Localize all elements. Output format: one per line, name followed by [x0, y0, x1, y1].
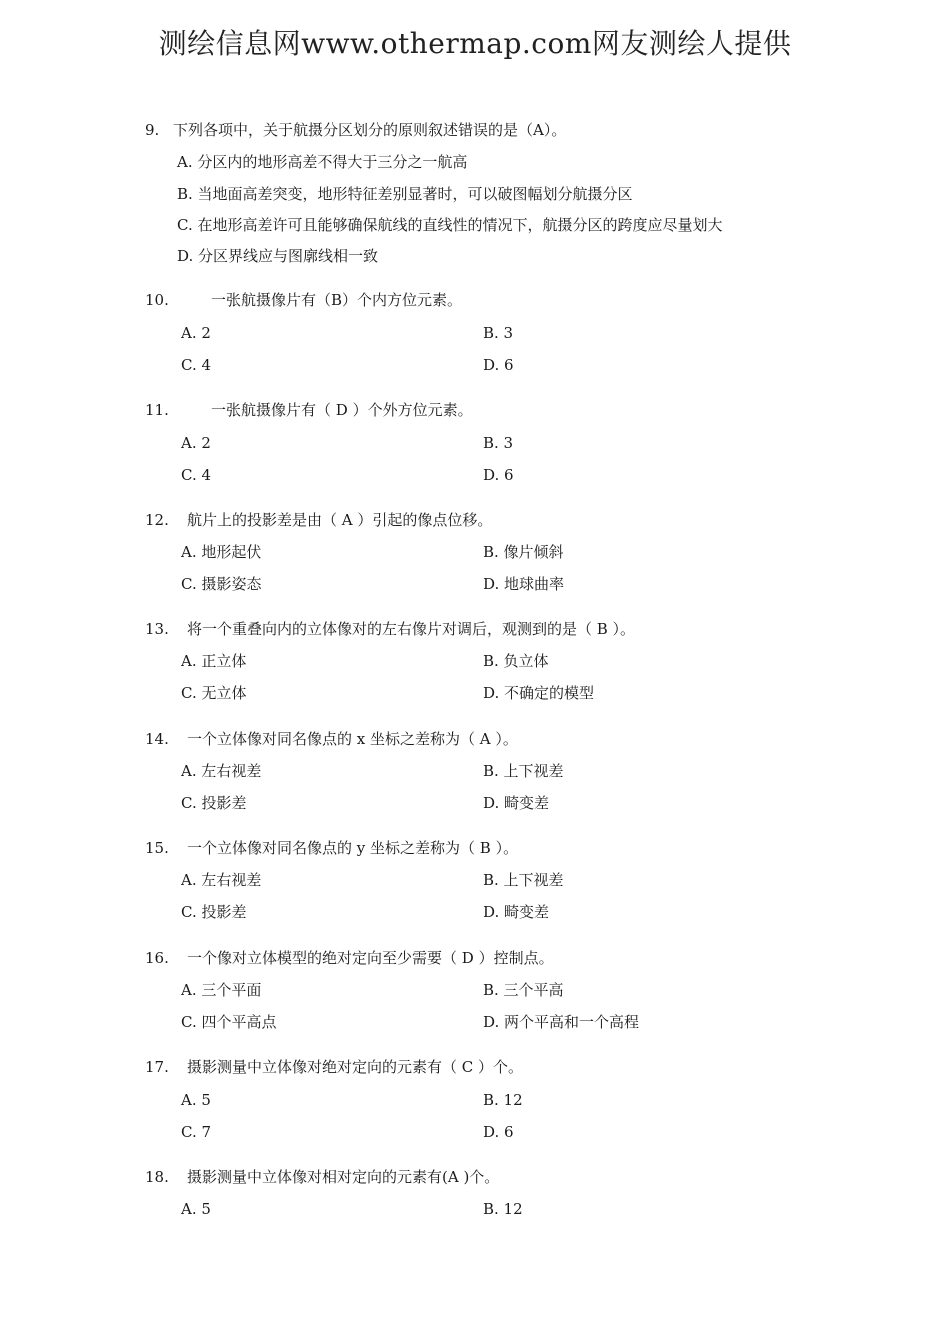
option-c: C. 投影差 [181, 903, 247, 921]
option-c: C. 四个平高点 [181, 1013, 277, 1031]
page-header-watermark: 测绘信息网www.othermap.com网友测绘人提供 [158, 27, 792, 60]
question-10 [145, 290, 462, 310]
option-a: A. 地形起伏 [181, 543, 262, 561]
option-b: B. 3 [483, 434, 514, 452]
question-13 [145, 619, 635, 639]
question-15 [145, 838, 518, 858]
option-d: D. 分区界线应与图廓线相一致 [177, 247, 379, 265]
question-text: 一个立体像对同名像点的 y 坐标之差称为（ B ）。 [187, 839, 519, 857]
option-b: B. 12 [483, 1200, 523, 1218]
option-c: C. 7 [181, 1123, 212, 1141]
option-b: B. 上下视差 [483, 762, 564, 780]
option-c: C. 摄影姿态 [181, 575, 262, 593]
option-a: A. 三个平面 [181, 981, 262, 999]
question-text: 将一个重叠向内的立体像对的左右像片对调后，观测到的是（ B ）。 [187, 620, 636, 638]
option-d: D. 两个平高和一个高程 [483, 1013, 640, 1031]
question-text: 摄影测量中立体像对绝对定向的元素有（ C ）个。 [187, 1058, 524, 1076]
option-a: A. 2 [181, 324, 211, 342]
question-text: 一个立体像对同名像点的 x 坐标之差称为（ A ）。 [187, 730, 518, 748]
question-text: 航片上的投影差是由（ A ）引起的像点位移。 [187, 511, 493, 529]
option-b: B. 像片倾斜 [483, 543, 564, 561]
option-a: A. 5 [181, 1091, 211, 1109]
option-a: A. 正立体 [181, 652, 247, 670]
question-14 [145, 729, 518, 749]
question-number: 13. [145, 620, 169, 638]
question-number: 11. [145, 401, 169, 419]
question-16 [145, 948, 554, 968]
question-text: 一张航摄像片有（ D ）个外方位元素。 [211, 401, 473, 419]
option-b: B. 12 [483, 1091, 523, 1109]
question-18 [145, 1167, 499, 1187]
option-a: A. 5 [181, 1200, 211, 1218]
question-number: 17. [145, 1058, 169, 1076]
question-17 [145, 1057, 523, 1077]
option-b: B. 三个平高 [483, 981, 564, 999]
question-11 [145, 400, 473, 420]
option-d: D. 不确定的模型 [483, 684, 595, 702]
question-text: 摄影测量中立体像对相对定向的元素有(A )个。 [187, 1168, 500, 1186]
question-text: 一张航摄像片有（B）个内方位元素。 [211, 291, 463, 309]
option-c: C. 4 [181, 466, 212, 484]
question-9 [145, 120, 566, 140]
option-d: D. 6 [483, 356, 514, 374]
option-c: C. 在地形高差许可且能够确保航线的直线性的情况下，航摄分区的跨度应尽量划大 [177, 216, 723, 234]
question-text: 一个像对立体模型的绝对定向至少需要（ D ）控制点。 [187, 949, 554, 967]
option-b: B. 负立体 [483, 652, 549, 670]
option-d: D. 畸变差 [483, 794, 550, 812]
question-number: 16. [145, 949, 169, 967]
option-c: C. 无立体 [181, 684, 247, 702]
option-d: D. 6 [483, 466, 514, 484]
option-a: A. 左右视差 [181, 762, 262, 780]
option-d: D. 地球曲率 [483, 575, 565, 593]
option-c: C. 投影差 [181, 794, 247, 812]
question-number: 18. [145, 1168, 169, 1186]
option-a: A. 分区内的地形高差不得大于三分之一航高 [177, 153, 468, 171]
option-a: A. 左右视差 [181, 871, 262, 889]
question-text: 下列各项中，关于航摄分区划分的原则叙述错误的是（A）。 [173, 121, 567, 139]
question-number: 9. [145, 121, 160, 139]
option-b: B. 上下视差 [483, 871, 564, 889]
option-b: B. 3 [483, 324, 514, 342]
question-number: 10. [145, 291, 169, 309]
question-number: 12. [145, 511, 169, 529]
option-b: B. 当地面高差突变，地形特征差别显著时，可以破图幅划分航摄分区 [177, 185, 633, 203]
question-12 [145, 510, 492, 530]
option-a: A. 2 [181, 434, 211, 452]
option-d: D. 6 [483, 1123, 514, 1141]
option-c: C. 4 [181, 356, 212, 374]
question-number: 14. [145, 730, 169, 748]
question-number: 15. [145, 839, 169, 857]
option-d: D. 畸变差 [483, 903, 550, 921]
